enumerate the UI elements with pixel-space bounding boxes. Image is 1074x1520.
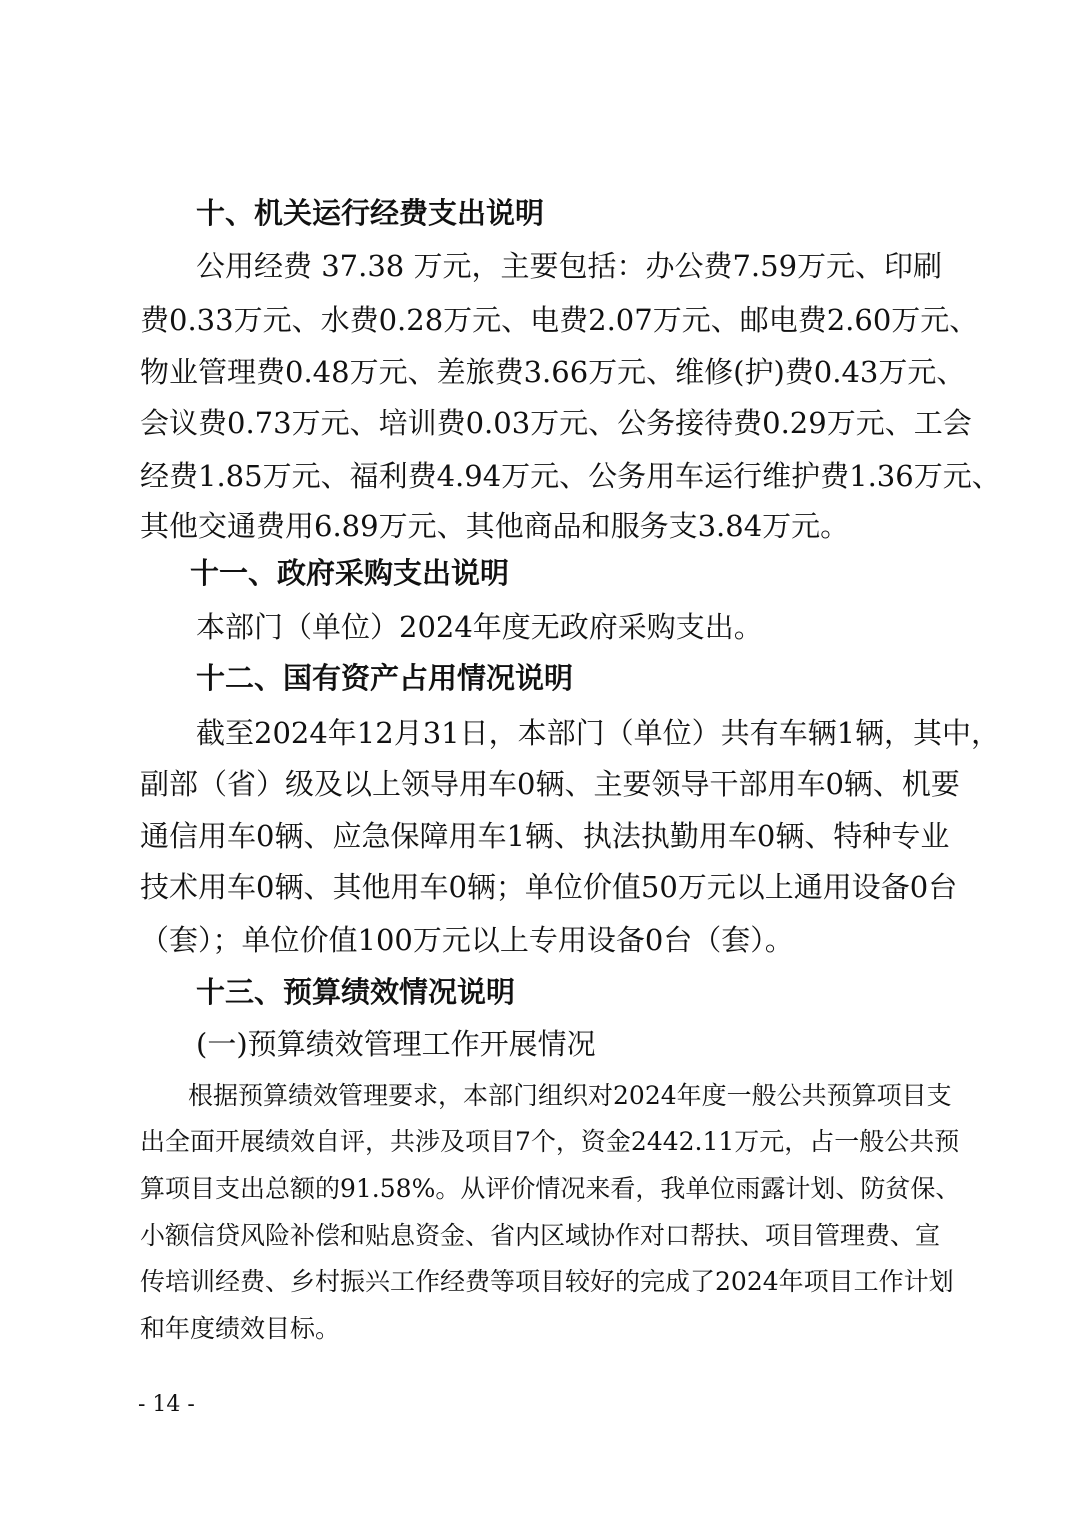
section-13-line-1: 根据预算绩效管理要求，本部门组织对2024年度一般公共预算项目支 bbox=[188, 1081, 952, 1110]
page-number: - 14 - bbox=[138, 1392, 195, 1417]
section-12-line-4: 技术用车0辆、其他用车0辆；单位价值50万元以上通用设备0台 bbox=[140, 870, 958, 904]
section-13-line-6: 和年度绩效目标。 bbox=[140, 1314, 341, 1343]
section-12-line-3: 通信用车0辆、应急保障用车1辆、执法执勤用车0辆、特种专业 bbox=[140, 819, 950, 853]
section-13-line-4: 小额信贷风险补偿和贴息资金、省内区域协作对口帮扶、项目管理费、宣 bbox=[140, 1221, 941, 1250]
section-10-line-4: 会议费0.73万元、培训费0.03万元、公务接待费0.29万元、工会 bbox=[140, 406, 972, 440]
section-11-line-1: 本部门（单位）2024年度无政府采购支出。 bbox=[196, 610, 763, 644]
section-12-heading: 十二、国有资产占用情况说明 bbox=[196, 661, 574, 695]
section-13-heading: 十三、预算绩效情况说明 bbox=[196, 975, 516, 1009]
section-13-line-5: 传培训经费、乡村振兴工作经费等项目较好的完成了2024年项目工作计划 bbox=[140, 1267, 954, 1296]
section-10-line-3: 物业管理费0.48万元、差旅费3.66万元、维修(护)费0.43万元、 bbox=[140, 355, 966, 389]
section-13-line-2: 出全面开展绩效自评，共涉及项目7个，资金2442.11万元，占一般公共预 bbox=[140, 1127, 960, 1156]
section-12-line-1: 截至2024年12月31日，本部门（单位）共有车辆1辆，其中， bbox=[196, 716, 1001, 750]
section-13-line-3: 算项目支出总额的91.58%。从评价情况来看，我单位雨露计划、防贫保、 bbox=[140, 1174, 961, 1203]
section-10-line-2: 费0.33万元、水费0.28万元、电费2.07万元、邮电费2.60万元、 bbox=[140, 303, 979, 337]
section-12-line-5: （套）；单位价值100万元以上专用设备0台（套）。 bbox=[140, 923, 794, 957]
section-12-line-2: 副部（省）级及以上领导用车0辆、主要领导干部用车0辆、机要 bbox=[140, 767, 960, 801]
section-10-line-1: 公用经费 37.38 万元，主要包括：办公费7.59万元、印刷 bbox=[196, 249, 943, 283]
section-10-heading: 十、机关运行经费支出说明 bbox=[196, 196, 545, 230]
section-10-line-5: 经费1.85万元、福利费4.94万元、公务用车运行维护费1.36万元、 bbox=[140, 459, 1001, 493]
section-10-line-6: 其他交通费用6.89万元、其他商品和服务支3.84万元。 bbox=[140, 509, 850, 543]
section-11-heading: 十一、政府采购支出说明 bbox=[190, 556, 510, 590]
section-13-subheading: (一)预算绩效管理工作开展情况 bbox=[196, 1027, 596, 1061]
